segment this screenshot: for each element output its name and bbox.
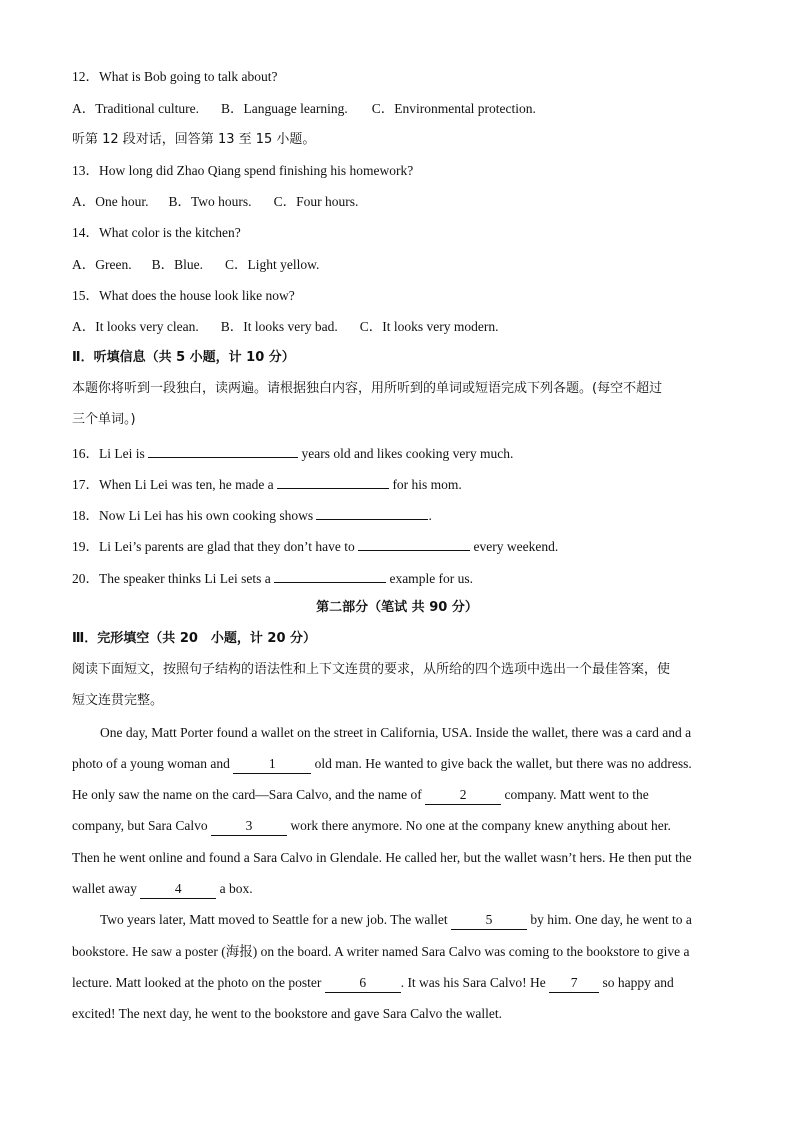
question-12-options	[72, 100, 536, 118]
section-2-instruction-line2: 三个单词。)	[72, 412, 136, 427]
option-a: A．It looks very clean.	[72, 319, 199, 334]
section-3-instruction-line2: 短文连贯完整。	[72, 693, 164, 708]
option-c: C．Environmental protection.	[371, 101, 536, 116]
question-15: 15．What does the house look like now?	[72, 288, 295, 303]
cloze-blank-1[interactable]: 1	[233, 755, 311, 774]
fill-item-18: 18．Now Li Lei has his own cooking shows .	[72, 505, 432, 525]
section-3-heading: Ⅲ．完形填空（共 20 小题，计 20 分）	[72, 631, 317, 646]
passage-line: Then he went online and found a Sara Calvo in Glendale. He called her, but the wallet wasn’t hers. He then put the	[72, 850, 692, 865]
section-2-heading: Ⅱ．听填信息（共 5 小题，计 10 分）	[72, 350, 295, 365]
cloze-blank-5[interactable]: 5	[451, 911, 527, 930]
passage-line: wallet away 4 a box.	[72, 880, 253, 899]
cloze-blank-4[interactable]: 4	[140, 880, 216, 899]
option-b: B．It looks very bad.	[220, 319, 338, 334]
passage-line: bookstore. He saw a poster (海报) on the board. A writer named Sara Calvo was coming to the bookstore to give a	[72, 944, 690, 959]
cloze-blank-2[interactable]: 2	[425, 786, 501, 805]
cloze-blank-7[interactable]: 7	[549, 974, 599, 993]
answer-blank-20[interactable]	[274, 568, 386, 583]
option-a: A．Traditional culture.	[72, 101, 199, 116]
passage-line: lecture. Matt looked at the photo on the poster 6 . It was his Sara Calvo! He 7 so happy and	[72, 974, 674, 993]
dialog-instruction: 听第 12 段对话，回答第 13 至 15 小题。	[72, 132, 316, 147]
option-c: C．It looks very modern.	[359, 319, 499, 334]
section-2-instruction-line1: 本题你将听到一段独白，读两遍。请根据独白内容，用所听到的单词或短语完成下列各题。(每空不超过	[72, 381, 663, 396]
fill-item-16: 16．Li Lei is years old and likes cooking very much.	[72, 443, 513, 463]
option-c: C．Light yellow.	[225, 257, 320, 272]
cloze-blank-6[interactable]: 6	[325, 974, 401, 993]
cloze-blank-3[interactable]: 3	[211, 817, 287, 836]
question-14: 14．What color is the kitchen?	[72, 225, 241, 240]
answer-blank-17[interactable]	[277, 474, 389, 489]
passage-line: He only saw the name on the card—Sara Calvo, and the name of 2 company. Matt went to the	[72, 786, 649, 805]
passage-line: One day, Matt Porter found a wallet on the street in California, USA. Inside the wallet, there was a card and a	[100, 725, 692, 740]
passage-line: excited! The next day, he went to the bookstore and gave Sara Calvo the wallet.	[72, 1006, 502, 1021]
answer-blank-16[interactable]	[148, 443, 298, 458]
option-a: A．Green.	[72, 257, 132, 272]
answer-blank-19[interactable]	[358, 536, 470, 551]
fill-item-20: 20．The speaker thinks Li Lei sets a example for us.	[72, 568, 473, 588]
question-15-options	[72, 318, 498, 336]
passage-line: Two years later, Matt moved to Seattle for a new job. The wallet 5 by him. One day, he went to a	[100, 911, 692, 930]
option-b: B．Two hours.	[168, 194, 252, 209]
answer-blank-18[interactable]	[316, 505, 428, 520]
option-b: B．Language learning.	[220, 101, 348, 116]
option-c: C．Four hours.	[273, 194, 359, 209]
section-3-instruction-line1: 阅读下面短文，按照句子结构的语法性和上下文连贯的要求，从所给的四个选项中选出一个最佳答案，使	[72, 662, 671, 677]
passage-line: photo of a young woman and 1 old man. He wanted to give back the wallet, but there was no address.	[72, 755, 692, 774]
fill-item-19: 19．Li Lei’s parents are glad that they don’t have to every weekend.	[72, 536, 558, 556]
option-a: A．One hour.	[72, 194, 149, 209]
question-13: 13．How long did Zhao Qiang spend finishing his homework?	[72, 163, 414, 178]
passage-line: company, but Sara Calvo 3 work there anymore. No one at the company knew anything about her.	[72, 817, 671, 836]
option-b: B．Blue.	[151, 257, 203, 272]
question-14-options	[72, 256, 319, 274]
question-13-options	[72, 193, 358, 211]
question-12: 12．What is Bob going to talk about?	[72, 69, 278, 84]
part-2-title: 第二部分（笔试 共 90 分）	[316, 600, 478, 615]
fill-item-17: 17．When Li Lei was ten, he made a for his mom.	[72, 474, 462, 494]
